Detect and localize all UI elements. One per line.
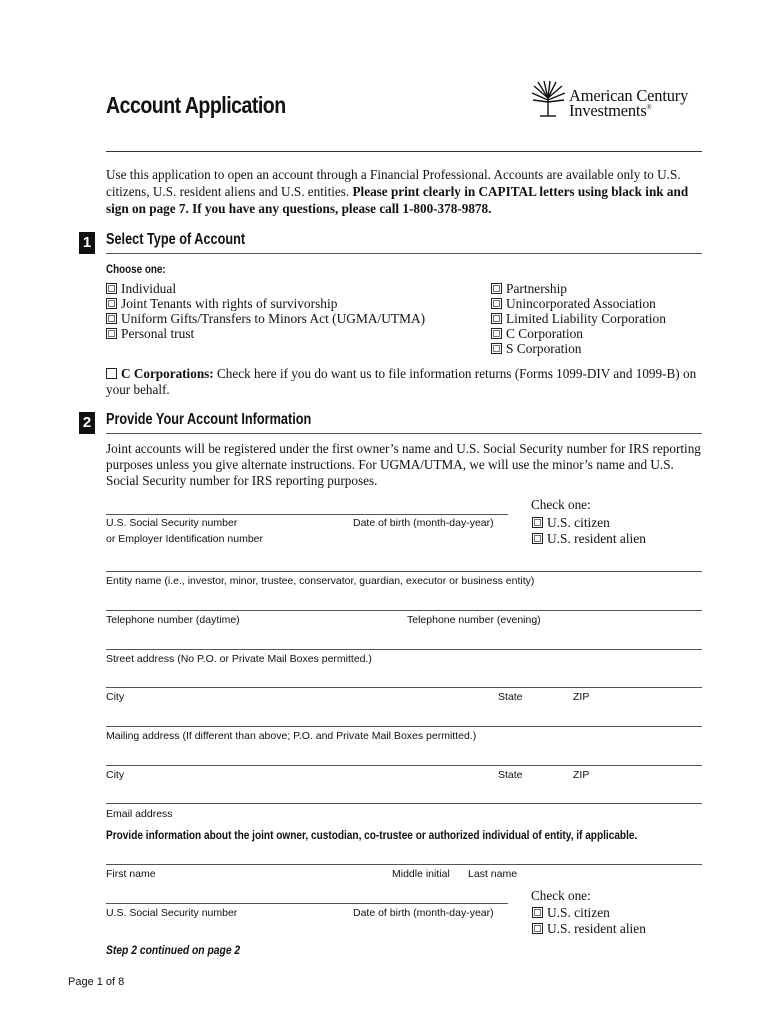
account-type-left-options [106, 281, 425, 341]
option-c-corporation[interactable]: C Corporation [491, 326, 666, 341]
mailing-line[interactable] [106, 726, 702, 727]
page-number: Page 1 of 8 [68, 976, 125, 988]
checkbox-icon[interactable] [491, 283, 502, 294]
street-line[interactable] [106, 649, 702, 650]
joint-option-us-resident-alien[interactable]: U.S. resident alien [532, 921, 646, 936]
continued-note: Step 2 continued on page 2 [106, 943, 241, 957]
logo-text-line2: Investments® [569, 101, 652, 120]
checkbox-icon[interactable] [532, 533, 543, 544]
entity-label: Entity name (i.e., investor, minor, trustee, conservator, guardian, executor or business entity) [106, 575, 535, 587]
middle-initial-label: Middle initial [392, 868, 450, 880]
email-label: Email address [106, 808, 173, 820]
account-type-right-options [491, 281, 666, 356]
first-name-label: First name [106, 868, 156, 880]
joint-option-us-citizen[interactable]: U.S. citizen [532, 905, 610, 920]
joint-ssn-label: U.S. Social Security number [106, 907, 238, 919]
ssn-label: U.S. Social Security number [106, 517, 238, 529]
option-us-resident-alien[interactable]: U.S. resident alien [532, 531, 646, 546]
phone-eve-label: Telephone number (evening) [407, 614, 541, 626]
checkbox-icon[interactable] [532, 907, 543, 918]
option-us-citizen[interactable]: U.S. citizen [532, 515, 610, 530]
section-2-intro: Joint accounts will be registered under the first owner’s name and U.S. Social Security number for IRS reporting purposes unless you give alternate instructions. For UGMA/UTMA, we will use the minor’s name and U.S. Social Security number for IRS reporting purposes. [106, 441, 701, 488]
street-label: Street address (No P.O. or Private Mail Boxes permitted.) [106, 653, 372, 665]
check-one-label: Check one: [531, 497, 591, 512]
checkbox-icon[interactable] [106, 298, 117, 309]
state-label: State [498, 691, 523, 703]
mailing-state-label: State [498, 769, 523, 781]
zip-label: ZIP [573, 691, 590, 703]
option-s-corporation[interactable]: S Corporation [491, 341, 666, 356]
tree-logo-icon [530, 80, 568, 118]
c-corp-election: C Corporations: Check here if you do want us to file information returns (Forms 1099-DIV and 1099-B) on your behalf. [106, 366, 697, 397]
section-2-title: Provide Your Account Information [106, 411, 312, 428]
choose-one-label: Choose one: [106, 262, 166, 276]
mailing-label: Mailing address (If different than above; P.O. and Private Mail Boxes permitted.) [106, 730, 477, 742]
checkbox-icon[interactable] [106, 328, 117, 339]
city-label: City [106, 691, 125, 703]
mailing-city-label: City [106, 769, 125, 781]
checkbox-icon[interactable] [491, 328, 502, 339]
header-divider [106, 151, 702, 152]
ssn-line[interactable] [106, 514, 508, 515]
checkbox-icon[interactable] [491, 343, 502, 354]
section-2-divider [106, 433, 702, 434]
option-llc[interactable]: Limited Liability Corporation [491, 311, 666, 326]
mailing-city-line[interactable] [106, 765, 702, 766]
logo-text-line1: American Century [569, 86, 689, 105]
section-1-number: 1 [79, 232, 95, 254]
dob-label: Date of birth (month-day-year) [353, 517, 494, 529]
checkbox-icon[interactable] [532, 517, 543, 528]
entity-line[interactable] [106, 571, 702, 572]
ein-label: or Employer Identification number [106, 533, 263, 545]
name-line[interactable] [106, 864, 702, 865]
mailing-zip-label: ZIP [573, 769, 590, 781]
city-line[interactable] [106, 687, 702, 688]
checkbox-icon[interactable] [491, 313, 502, 324]
option-partnership[interactable]: Partnership [491, 281, 666, 296]
option-unincorporated-association[interactable]: Unincorporated Association [491, 296, 666, 311]
joint-owner-note: Provide information about the joint owner, custodian, co-trustee or authorized individual of entity, if applicable. [106, 828, 638, 842]
checkbox-icon[interactable] [532, 923, 543, 934]
phone-line[interactable] [106, 610, 702, 611]
checkbox-icon[interactable] [106, 313, 117, 324]
joint-check-one-label: Check one: [531, 888, 591, 903]
option-joint-tenants[interactable]: Joint Tenants with rights of survivorship [106, 296, 425, 311]
last-name-label: Last name [468, 868, 518, 880]
option-individual[interactable]: Individual [106, 281, 425, 296]
section-1-divider [106, 253, 702, 254]
joint-dob-label: Date of birth (month-day-year) [353, 907, 494, 919]
c-corp-checkbox[interactable] [106, 368, 117, 379]
checkbox-icon[interactable] [491, 298, 502, 309]
section-1-title: Select Type of Account [106, 231, 246, 248]
option-ugma-utma[interactable]: Uniform Gifts/Transfers to Minors Act (UGMA/UTMA) [106, 311, 425, 326]
intro-paragraph: Use this application to open an account through a Financial Professional. Accounts are available only to U.S. citizens, U.S. resident aliens and U.S. entities. Please print clearly in CAPITAL letters using black ink and sign on page 7. If you have any questions, please call 1-800-378-9878. [106, 167, 689, 216]
joint-ssn-line[interactable] [106, 903, 508, 904]
checkbox-icon[interactable] [106, 283, 117, 294]
phone-day-label: Telephone number (daytime) [106, 614, 240, 626]
option-personal-trust[interactable]: Personal trust [106, 326, 425, 341]
page-title: Account Application [106, 92, 286, 118]
email-line[interactable] [106, 803, 702, 804]
section-2-number: 2 [79, 412, 95, 434]
